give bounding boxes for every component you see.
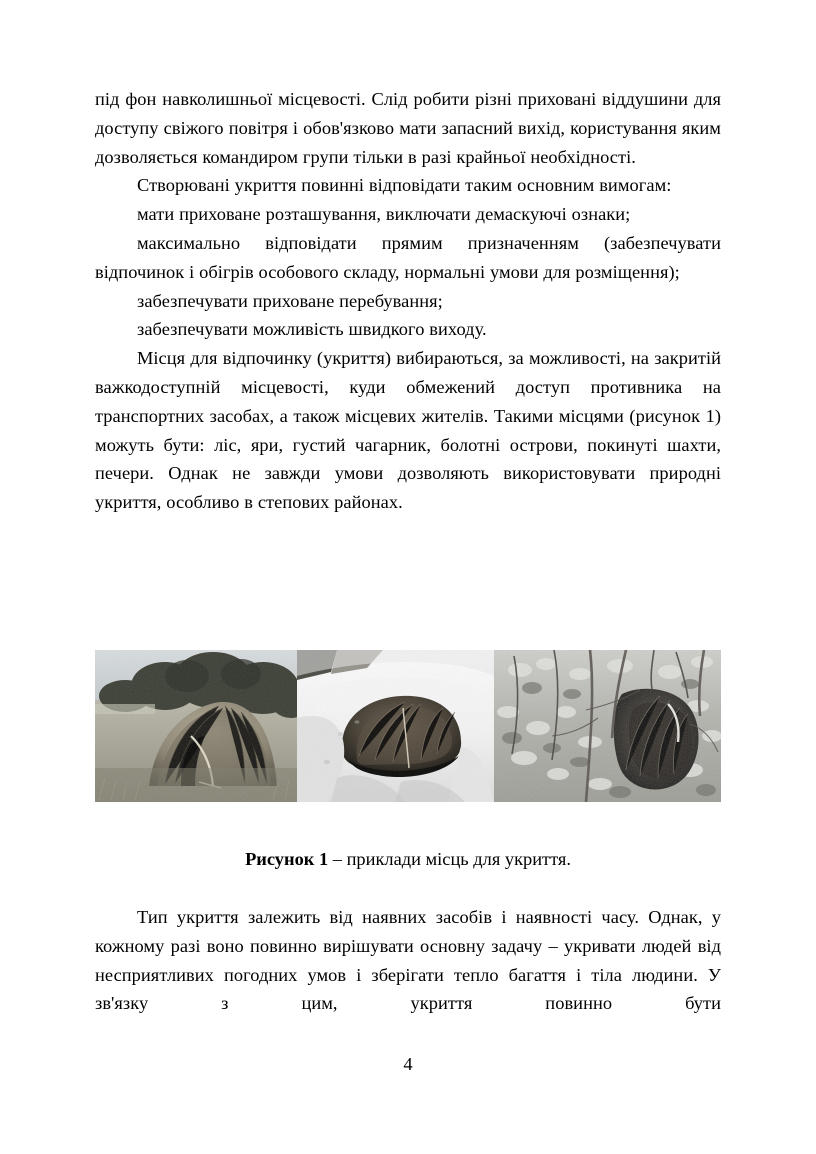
page-number: 4 — [403, 1054, 413, 1074]
paragraph-5-requirement-hidden-stay: забезпечувати приховане перебування; — [137, 290, 443, 311]
paragraph-8-shelter-type: Тип укриття залежить від наявних засобів і наявності часу. Однак, у кожному разі воно повинно вирішувати основну задачу – укривати людей від несприятливих погодних умов і зберігати тепло багаття і тіла людини. У зв'язку з цим, укриття повинно бути — [95, 907, 721, 1014]
figure-1-image-strip — [95, 650, 721, 802]
snow-shelter-photo — [297, 650, 494, 802]
paragraph-3-requirement-concealment: мати приховане розташування, виключати демаскуючі ознаки; — [137, 204, 631, 225]
paragraph-6-requirement-quick-exit: забезпечувати можливість швидкого виходу. — [137, 319, 487, 340]
page-body-content — [95, 85, 721, 517]
figure-caption-text: – приклади місць для укриття. — [328, 849, 571, 869]
paragraph-7-locations: Місця для відпочинку (укриття) вибираються, за можливості, на закритій важкодоступній місцевості, куди обмежений доступ противника на транспортних засобах, а також місцевих жителів. Такими місцями (рисунок 1) можуть бути: ліс, яри, густий чагарник, болотні острови, покинуті шахти, печери. Однак не завжди умови дозволяють використовувати природні укриття, особливо в степових районах. — [95, 348, 721, 513]
paragraph-4-requirement-purpose: максимально відповідати прямим призначенням (забезпечувати відпочинок і обігрів особового складу, нормальні умови для розміщення); — [95, 232, 721, 282]
figure-1-caption — [95, 845, 721, 874]
page-tail-content — [95, 903, 721, 1047]
brush-shelter-photo — [494, 650, 721, 802]
haystack-shelter-photo — [95, 650, 297, 802]
paragraph-2: Створювані укриття повинні відповідати таким основним вимогам: — [137, 175, 672, 196]
paragraph-1: під фон навколишньої місцевості. Слід робити різні приховані віддушини для доступу свіжого повітря і обов'язково мати запасний вихід, користування яким дозволяється командиром групи тільки в разі крайньої необхідності. — [95, 89, 721, 167]
figure-caption-label: Рисунок 1 — [245, 849, 329, 869]
